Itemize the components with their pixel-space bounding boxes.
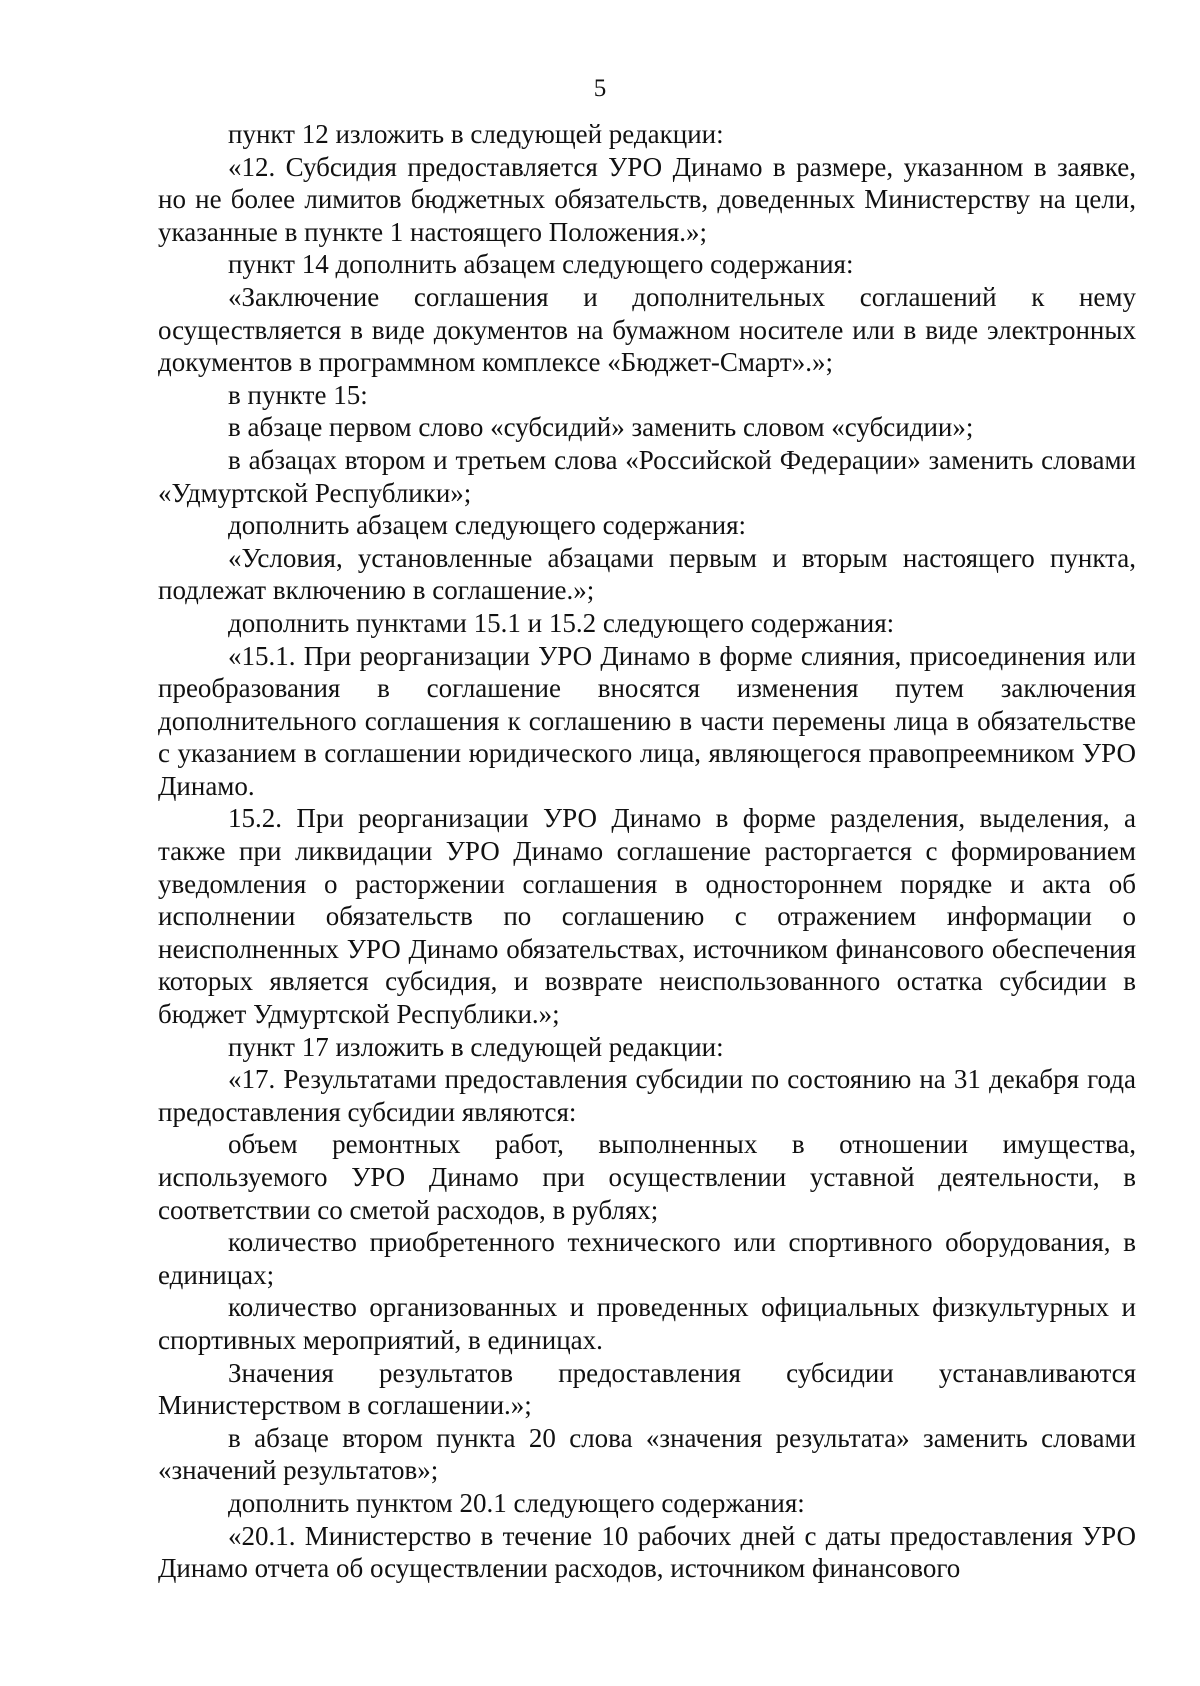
paragraph: «12. Субсидия предоставляется УРО Динамо в размере, указанном в заявке, но не более лимитов бюджетных обязательств, доведенных Министерству на цели, указанные в пункте 1 настоящего Положения.»;: [158, 151, 1136, 247]
paragraph: дополнить пунктами 15.1 и 15.2 следующего содержания:: [228, 607, 895, 638]
document-body: [158, 118, 1136, 1585]
paragraph: количество организованных и проведенных официальных физкультурных и спортивных мероприятий, в единицах.: [158, 1292, 1136, 1355]
paragraph: «Условия, установленные абзацами первым и вторым настоящего пункта, подлежат включению в соглашение.»;: [158, 542, 1136, 606]
paragraph: 15.2. При реорганизации УРО Динамо в форме разделения, выделения, а также при ликвидации УРО Динамо соглашение расторгается с формированием уведомления о расторжении соглашения в одностороннем порядке и акта об исполнении обязательств по соглашению с отражением информации о неисполненных УРО Динамо обязательствах, источником финансового обеспечения которых является субсидия, и возврате неиспользованного остатка субсидии в бюджет Удмуртской Республики.»;: [158, 803, 1136, 1030]
paragraph: количество приобретенного технического или спортивного оборудования, в единицах;: [158, 1227, 1136, 1290]
paragraph: пункт 17 изложить в следующей редакции:: [228, 1031, 724, 1062]
paragraph: объем ремонтных работ, выполненных в отношении имущества, используемого УРО Динамо при осуществлении уставной деятельности, в соответствии со сметой расходов, в рублях;: [158, 1129, 1136, 1225]
paragraph: «20.1. Министерство в течение 10 рабочих дней с даты предоставления УРО Динамо отчета об осуществлении расходов, источником финансового: [158, 1520, 1136, 1584]
paragraph: в абзацах втором и третьем слова «Российской Федерации» заменить словами «Удмуртской Республики»;: [158, 444, 1136, 508]
paragraph: Значения результатов предоставления субсидии устанавливаются Министерством в соглашении.»;: [158, 1357, 1136, 1421]
paragraph: дополнить абзацем следующего содержания:: [228, 510, 747, 541]
paragraph: в абзаце первом слово «субсидий» заменить словом «субсидии»;: [228, 412, 974, 443]
paragraph: «15.1. При реорганизации УРО Динамо в форме слияния, присоединения или преобразования в соглашение вносятся изменения путем заключения дополнительного соглашения к соглашению в части перемены лица в обязательстве с указанием в соглашении юридического лица, являющегося правопреемником УРО Динамо.: [158, 640, 1136, 801]
paragraph: дополнить пунктом 20.1 следующего содержания:: [228, 1487, 805, 1518]
paragraph: в пункте 15:: [228, 379, 368, 410]
paragraph: пункт 12 изложить в следующей редакции:: [228, 119, 724, 149]
page-number: 5: [593, 75, 607, 102]
paragraph: «17. Результатами предоставления субсидии по состоянию на 31 декабря года предоставления субсидии являются:: [158, 1064, 1136, 1127]
paragraph: «Заключение соглашения и дополнительных соглашений к нему осуществляется в виде документов на бумажном носителе или в виде электронных документов в программном комплексе «Бюджет-Смарт».»;: [158, 281, 1136, 378]
paragraph: в абзаце втором пункта 20 слова «значения результата» заменить словами «значений результатов»;: [158, 1422, 1136, 1486]
paragraph: пункт 14 дополнить абзацем следующего содержания:: [228, 249, 854, 280]
